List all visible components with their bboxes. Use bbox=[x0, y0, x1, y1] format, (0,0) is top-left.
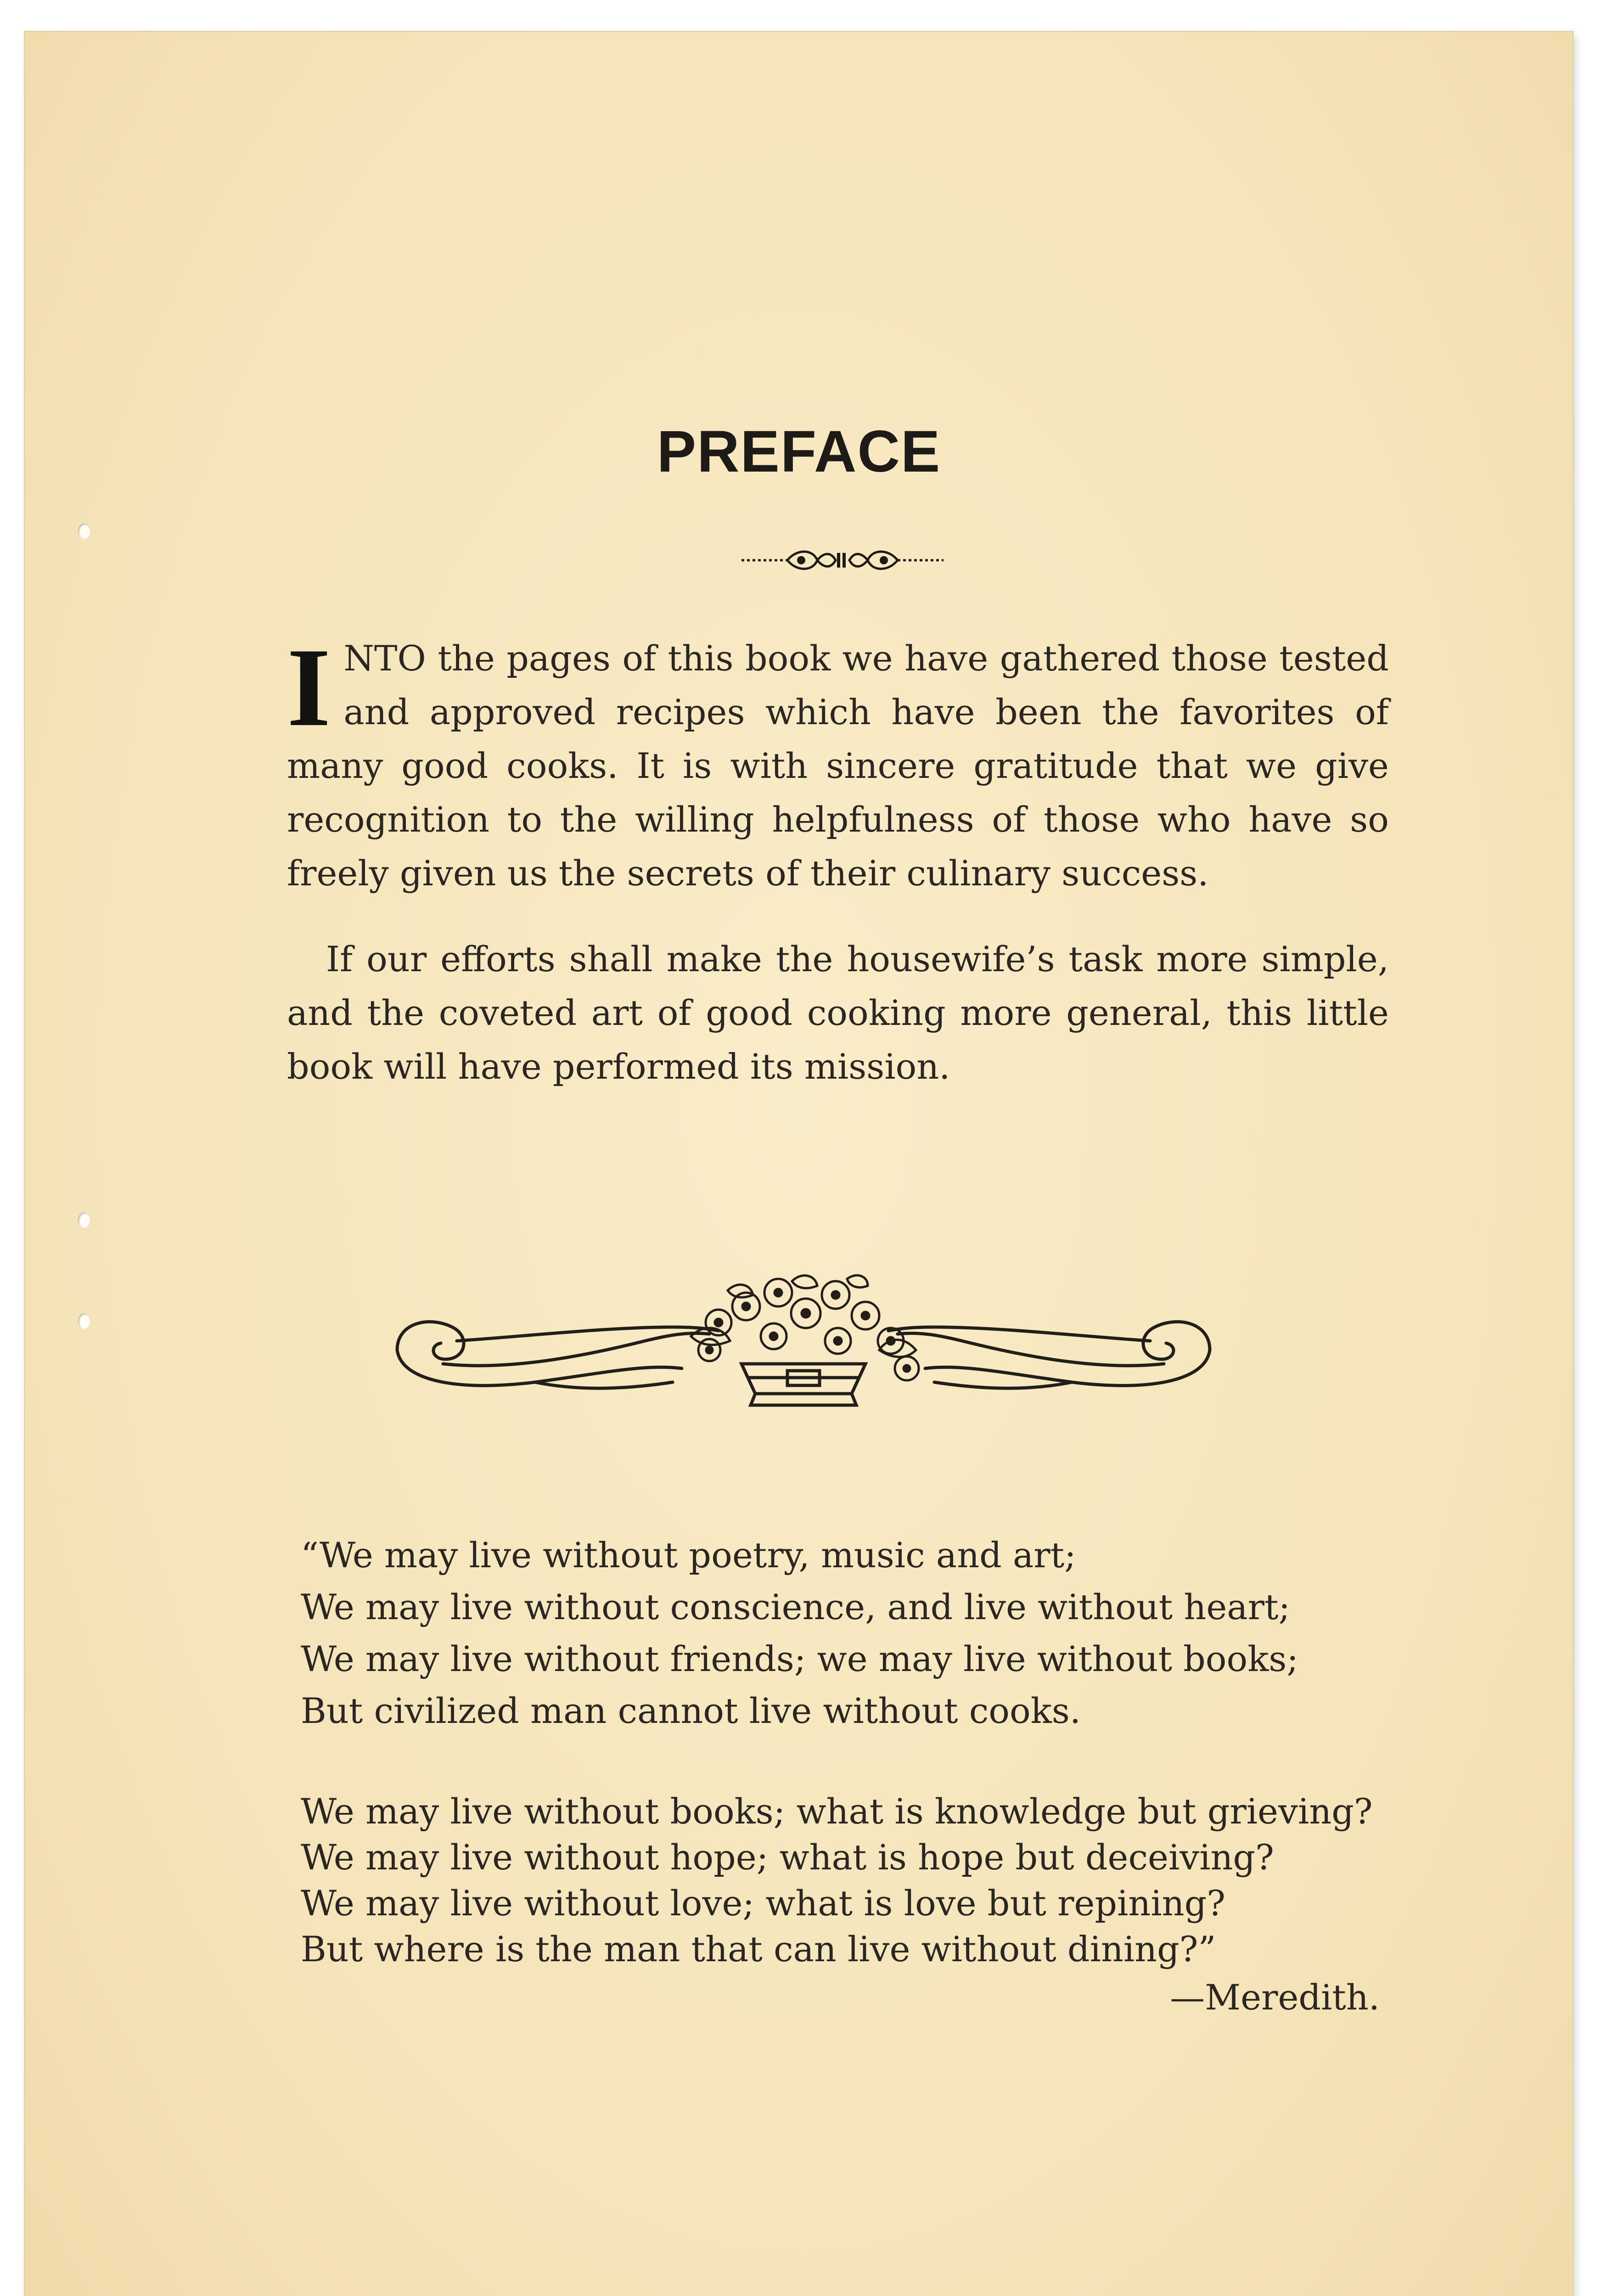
book-page bbox=[25, 32, 1573, 2296]
binding-hole bbox=[78, 1313, 90, 1329]
poem-attribution: —Meredith. bbox=[1170, 1977, 1380, 2018]
preface-paragraph-1-text: NTO the pages of this book we have gathered those tested and approved recipes which have been the favorites of many good cooks. It is with sincere gratitude that we give recognition to the willing helpfulness of those who have so freely given us the secrets of their culinary success. bbox=[287, 638, 1389, 894]
poem-line: We may live without conscience, and live without heart; bbox=[301, 1587, 1291, 1627]
poem-stanza-1 bbox=[301, 1529, 1393, 1737]
binding-hole bbox=[78, 523, 90, 539]
poem-line: But civilized man cannot live without cooks. bbox=[301, 1690, 1081, 1731]
preface-paragraph-1 bbox=[287, 625, 1389, 900]
poem-stanza-2 bbox=[301, 1789, 1393, 1972]
preface-paragraph-2: If our efforts shall make the housewife’s task more simple, and the coveted art of good cooking more general, this little book will have performed its mission. bbox=[287, 939, 1389, 1087]
poem-line: We may live without friends; we may live without books; bbox=[301, 1638, 1298, 1679]
poem-line: But where is the man that can live without dining?” bbox=[301, 1929, 1216, 1970]
binding-hole bbox=[78, 1212, 90, 1228]
poem-line: “We may live without poetry, music and art; bbox=[301, 1535, 1076, 1576]
page-title: PREFACE bbox=[657, 419, 941, 484]
flower-basket-scroll-ornament-icon bbox=[388, 1272, 1219, 1428]
scroll-divider-icon bbox=[737, 546, 948, 574]
drop-cap: I bbox=[287, 625, 331, 749]
poem-line: We may live without books; what is knowledge but grieving? bbox=[301, 1791, 1373, 1832]
poem-line: We may live without hope; what is hope but deceiving? bbox=[301, 1837, 1274, 1878]
poem-line: We may live without love; what is love but repining? bbox=[301, 1883, 1225, 1924]
